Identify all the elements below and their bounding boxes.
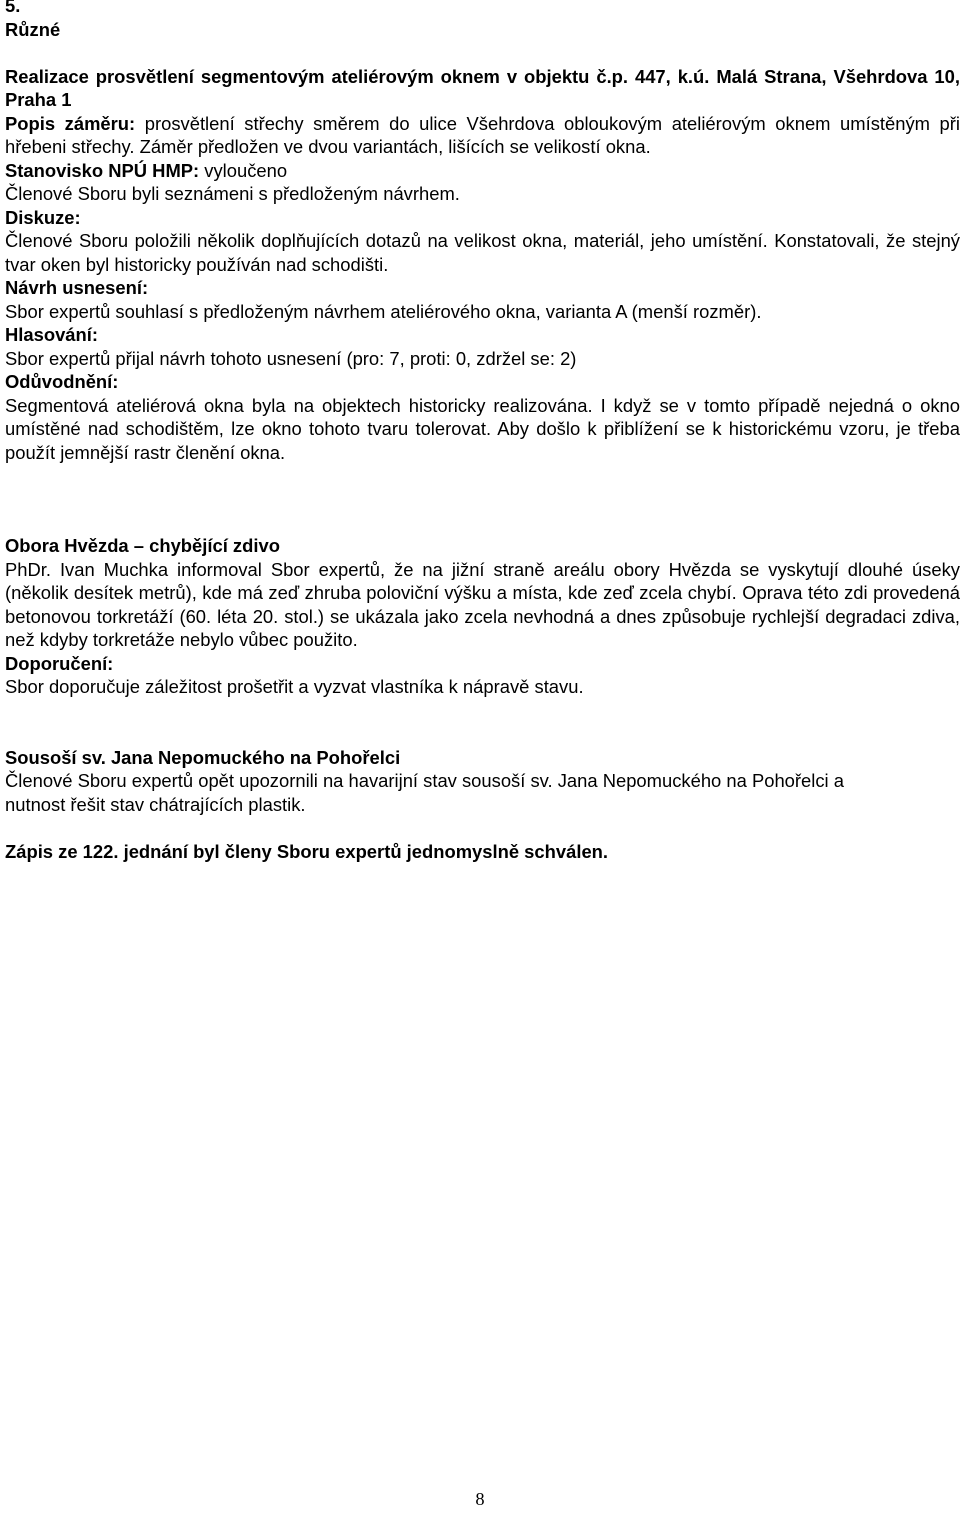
item3-text: Členové Sboru expertů opět upozornili na havarijní stav sousoší sv. Jana Nepomuckého na Pohořelci a nutnost řešit stav chátrajících plastik. xyxy=(5,770,844,815)
popis-text: prosvětlení střechy směrem do ulice Všehrdova obloukovým ateliérovým oknem umístěným při hřebeni střechy. Záměr předložen ve dvou variantách, lišících se velikostí okna. xyxy=(5,112,960,157)
item1-popis xyxy=(5,112,960,159)
navrh-label: Návrh usnesení: xyxy=(5,277,149,298)
doporuceni-label: Doporučení: xyxy=(5,652,114,674)
item1-stanovisko xyxy=(5,159,960,183)
item1-seznameni: Členové Sboru byli seznámeni s předloženým návrhem. xyxy=(5,183,460,204)
popis-label: Popis záměru: xyxy=(5,112,136,134)
section-title: Různé xyxy=(5,18,61,40)
doporuceni-text: Sbor doporučuje záležitost prošetřit a vyzvat vlastníka k nápravě stavu. xyxy=(5,676,584,697)
oduvodneni-label: Odůvodnění: xyxy=(5,371,119,392)
spacer xyxy=(5,699,960,746)
item1-heading: Realizace prosvětlení segmentovým ateliérovým oknem v objektu č.p. 447, k.ú. Malá Strana, Všehrdova 10, Praha 1 xyxy=(5,65,960,110)
item2-heading: Obora Hvězda – chybějící zdivo xyxy=(5,535,280,556)
hlasovani-text: Sbor expertů přijal návrh tohoto usnesení (pro: 7, proti: 0, zdržel se: 2) xyxy=(5,347,577,369)
spacer xyxy=(5,464,960,534)
document-page xyxy=(5,0,960,863)
stanovisko-label: Stanovisko NPÚ HMP: xyxy=(5,159,200,181)
navrh-text: Sbor expertů souhlasí s předloženým návrhem ateliérového okna, varianta A (menší rozměr). xyxy=(5,300,762,322)
diskuze-label: Diskuze: xyxy=(5,206,81,228)
spacer xyxy=(5,816,960,840)
item3-heading: Sousoší sv. Jana Nepomuckého na Pohořelci xyxy=(5,746,401,768)
spacer xyxy=(5,41,960,65)
closing-statement: Zápis ze 122. jednání byl členy Sboru expertů jednomyslně schválen. xyxy=(5,840,609,862)
oduvodneni-text: Segmentová ateliérová okna byla na objektech historicky realizována. I když se v tomto případě nejedná o okno umístěné nad schodištěm, lze okno tohoto tvaru tolerovat. Aby došlo k přiblížení se k historickému vzoru, je třeba použít jemnější rastr členění okna. xyxy=(5,394,960,463)
page-number: 8 xyxy=(475,1489,485,1509)
hlasovani-label: Hlasování: xyxy=(5,324,99,345)
item2-text: PhDr. Ivan Muchka informoval Sbor expertů, že na jižní straně areálu obory Hvězda se vyskytují dlouhé úseky (několik desítek metrů), kde má zeď zhruba poloviční výšku a místa, kde zeď zcela chybí. Oprava této zdi provedená betonovou torkretáží (60. léta 20. stol.) se ukázala jako zcela nevhodná a dnes způsobuje rychlejší degradaci zdiva, než kdyby torkretáže nebylo vůbec použito. xyxy=(5,558,960,650)
diskuze-text: Členové Sboru položili několik doplňujících dotazů na velikost okna, materiál, jeho umístění. Konstatovali, že stejný tvar oken byl historicky používán nad schodišti. xyxy=(5,230,960,275)
stanovisko-text: vyloučeno xyxy=(199,159,288,181)
section-number: 5. xyxy=(5,0,21,16)
